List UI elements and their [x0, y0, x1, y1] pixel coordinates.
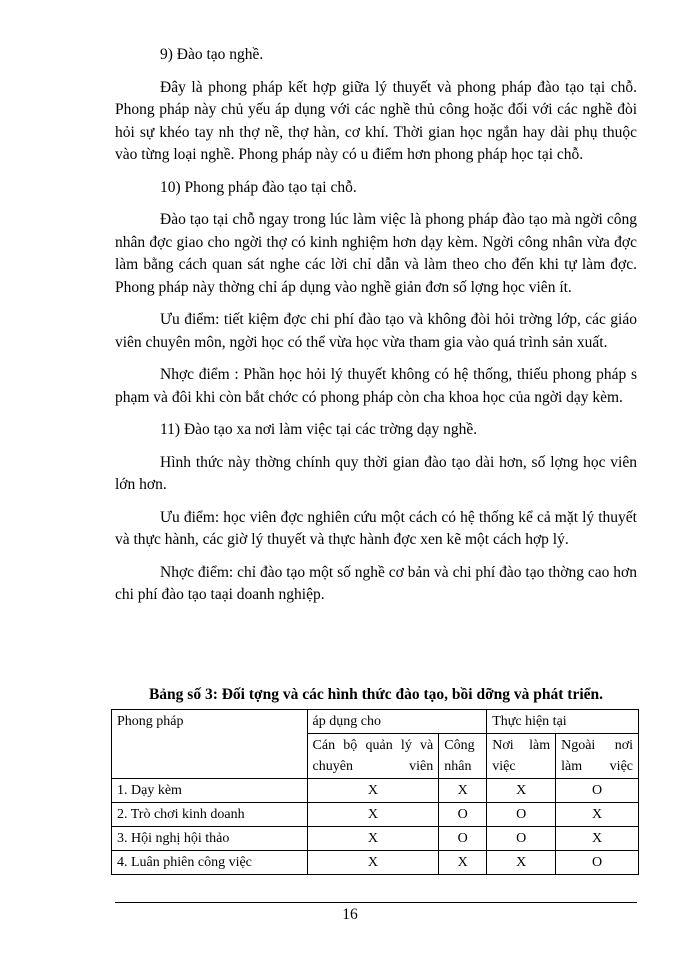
paragraph-on-the-job-disadvantages: Nhợc điểm : Phần học hỏi lý thuyết không có hệ thống, thiếu phong pháp s phạm và đôi khi còn bắt chớc có phong pháp còn cha khoa học của ngời dạy kèm. [115, 366, 637, 406]
cell-mark: X [307, 827, 439, 851]
row-label: 1. Dạy kèm [112, 779, 308, 803]
table-row [112, 827, 639, 851]
table-row [112, 779, 639, 803]
cell-mark: X [487, 779, 556, 803]
cell-mark: X [556, 827, 639, 851]
header-workers: Công nhân [439, 734, 487, 779]
heading-on-the-job-training: 10) Phong pháp đào tạo tại chỗ. [160, 178, 357, 196]
header-off-workplace: Ngoài nơi làm việc [556, 734, 639, 779]
header-method: Phong pháp [112, 710, 308, 779]
page-number: 16 [342, 906, 358, 923]
cell-mark: O [556, 851, 639, 875]
header-managers: Cán bộ quản lý và chuyên viên [307, 734, 439, 779]
cell-mark: X [307, 803, 439, 827]
cell-mark: X [307, 851, 439, 875]
paragraph-vocational-description: Đây là phong pháp kết hợp giữa lý thuyết và phong pháp đào tạo tại chỗ. Phong pháp này chủ yếu áp dụng với các nghề thủ công hoặc đối với các nghề đòi hỏi sự khéo tay nh thợ nề, thợ hàn, cơ khí. Thời gian học ngắn hay dài phụ thuộc vào từng loại nghề. Phong pháp này có u điểm hơn phong pháp học tại chỗ. [115, 78, 637, 163]
cell-mark: O [487, 827, 556, 851]
body-text [115, 44, 637, 607]
paragraph-off-site-description: Hình thức này thờng chính quy thời gian đào tạo dài hơn, số lợng học viên lớn hơn. [115, 453, 637, 493]
cell-mark: O [439, 827, 487, 851]
cell-mark: O [439, 803, 487, 827]
paragraph-on-the-job-description: Đào tạo tại chỗ ngay trong lúc làm việc là phong pháp đào tạo mà ngời công nhân đợc giao cho ngời thợ có kinh nghiệm hơn dạy kèm. Ngời công nhân vừa đợc làm bằng cách quan sát nghe các lời chỉ dẫn và làm theo cho đến khi tự làm đợc. Phong pháp này thờng chỉ áp dụng vào nghề giản đơn số lợng học viên ít. [115, 211, 637, 296]
row-label: 4. Luân phiên công việc [112, 851, 308, 875]
footer-rule [115, 902, 637, 903]
row-label: 3. Hội nghị hội thảo [112, 827, 308, 851]
heading-off-site-training: 11) Đào tạo xa nơi làm việc tại các trờng dạy nghề. [160, 421, 478, 438]
table-caption: Bảng số 3: Đối tợng và các hình thức đào tạo, bồi dỡng và phát triển. [148, 686, 604, 703]
cell-mark: O [487, 803, 556, 827]
cell-mark: X [439, 851, 487, 875]
header-applies-to: áp dụng cho [307, 710, 487, 734]
cell-mark: X [307, 779, 439, 803]
header-at-workplace: Nơi làm việc [487, 734, 556, 779]
table-row [112, 803, 639, 827]
cell-mark: X [439, 779, 487, 803]
table-header-row [112, 710, 639, 734]
cell-mark: X [487, 851, 556, 875]
heading-vocational-training: 9) Đào tạo nghề. [160, 46, 264, 63]
paragraph-on-the-job-advantages: Ưu điểm: tiết kiệm đợc chi phí đào tạo và không đòi hỏi trờng lớp, các giáo viên chuyên môn, ngời học có thể vừa học vừa tham gia vào quá trình sản xuất. [115, 311, 637, 351]
cell-mark: O [556, 779, 639, 803]
cell-mark: X [556, 803, 639, 827]
paragraph-off-site-disadvantages: Nhợc điểm: chỉ đào tạo một số nghề cơ bản và chi phí đào tạo thờng cao hơn chi phí đào tạo taại doanh nghiệp. [115, 563, 637, 603]
row-label: 2. Trò chơi kinh doanh [112, 803, 308, 827]
paragraph-off-site-advantages: Ưu điểm: học viên đợc nghiên cứu một cách có hệ thống kể cả mặt lý thuyết và thực hành, các giờ lý thuyết và thực hành đợc xen kẽ một cách hợp lý. [115, 508, 637, 548]
table-row [112, 851, 639, 875]
header-performed-at: Thực hiện tại [487, 710, 639, 734]
training-methods-table [111, 709, 639, 875]
